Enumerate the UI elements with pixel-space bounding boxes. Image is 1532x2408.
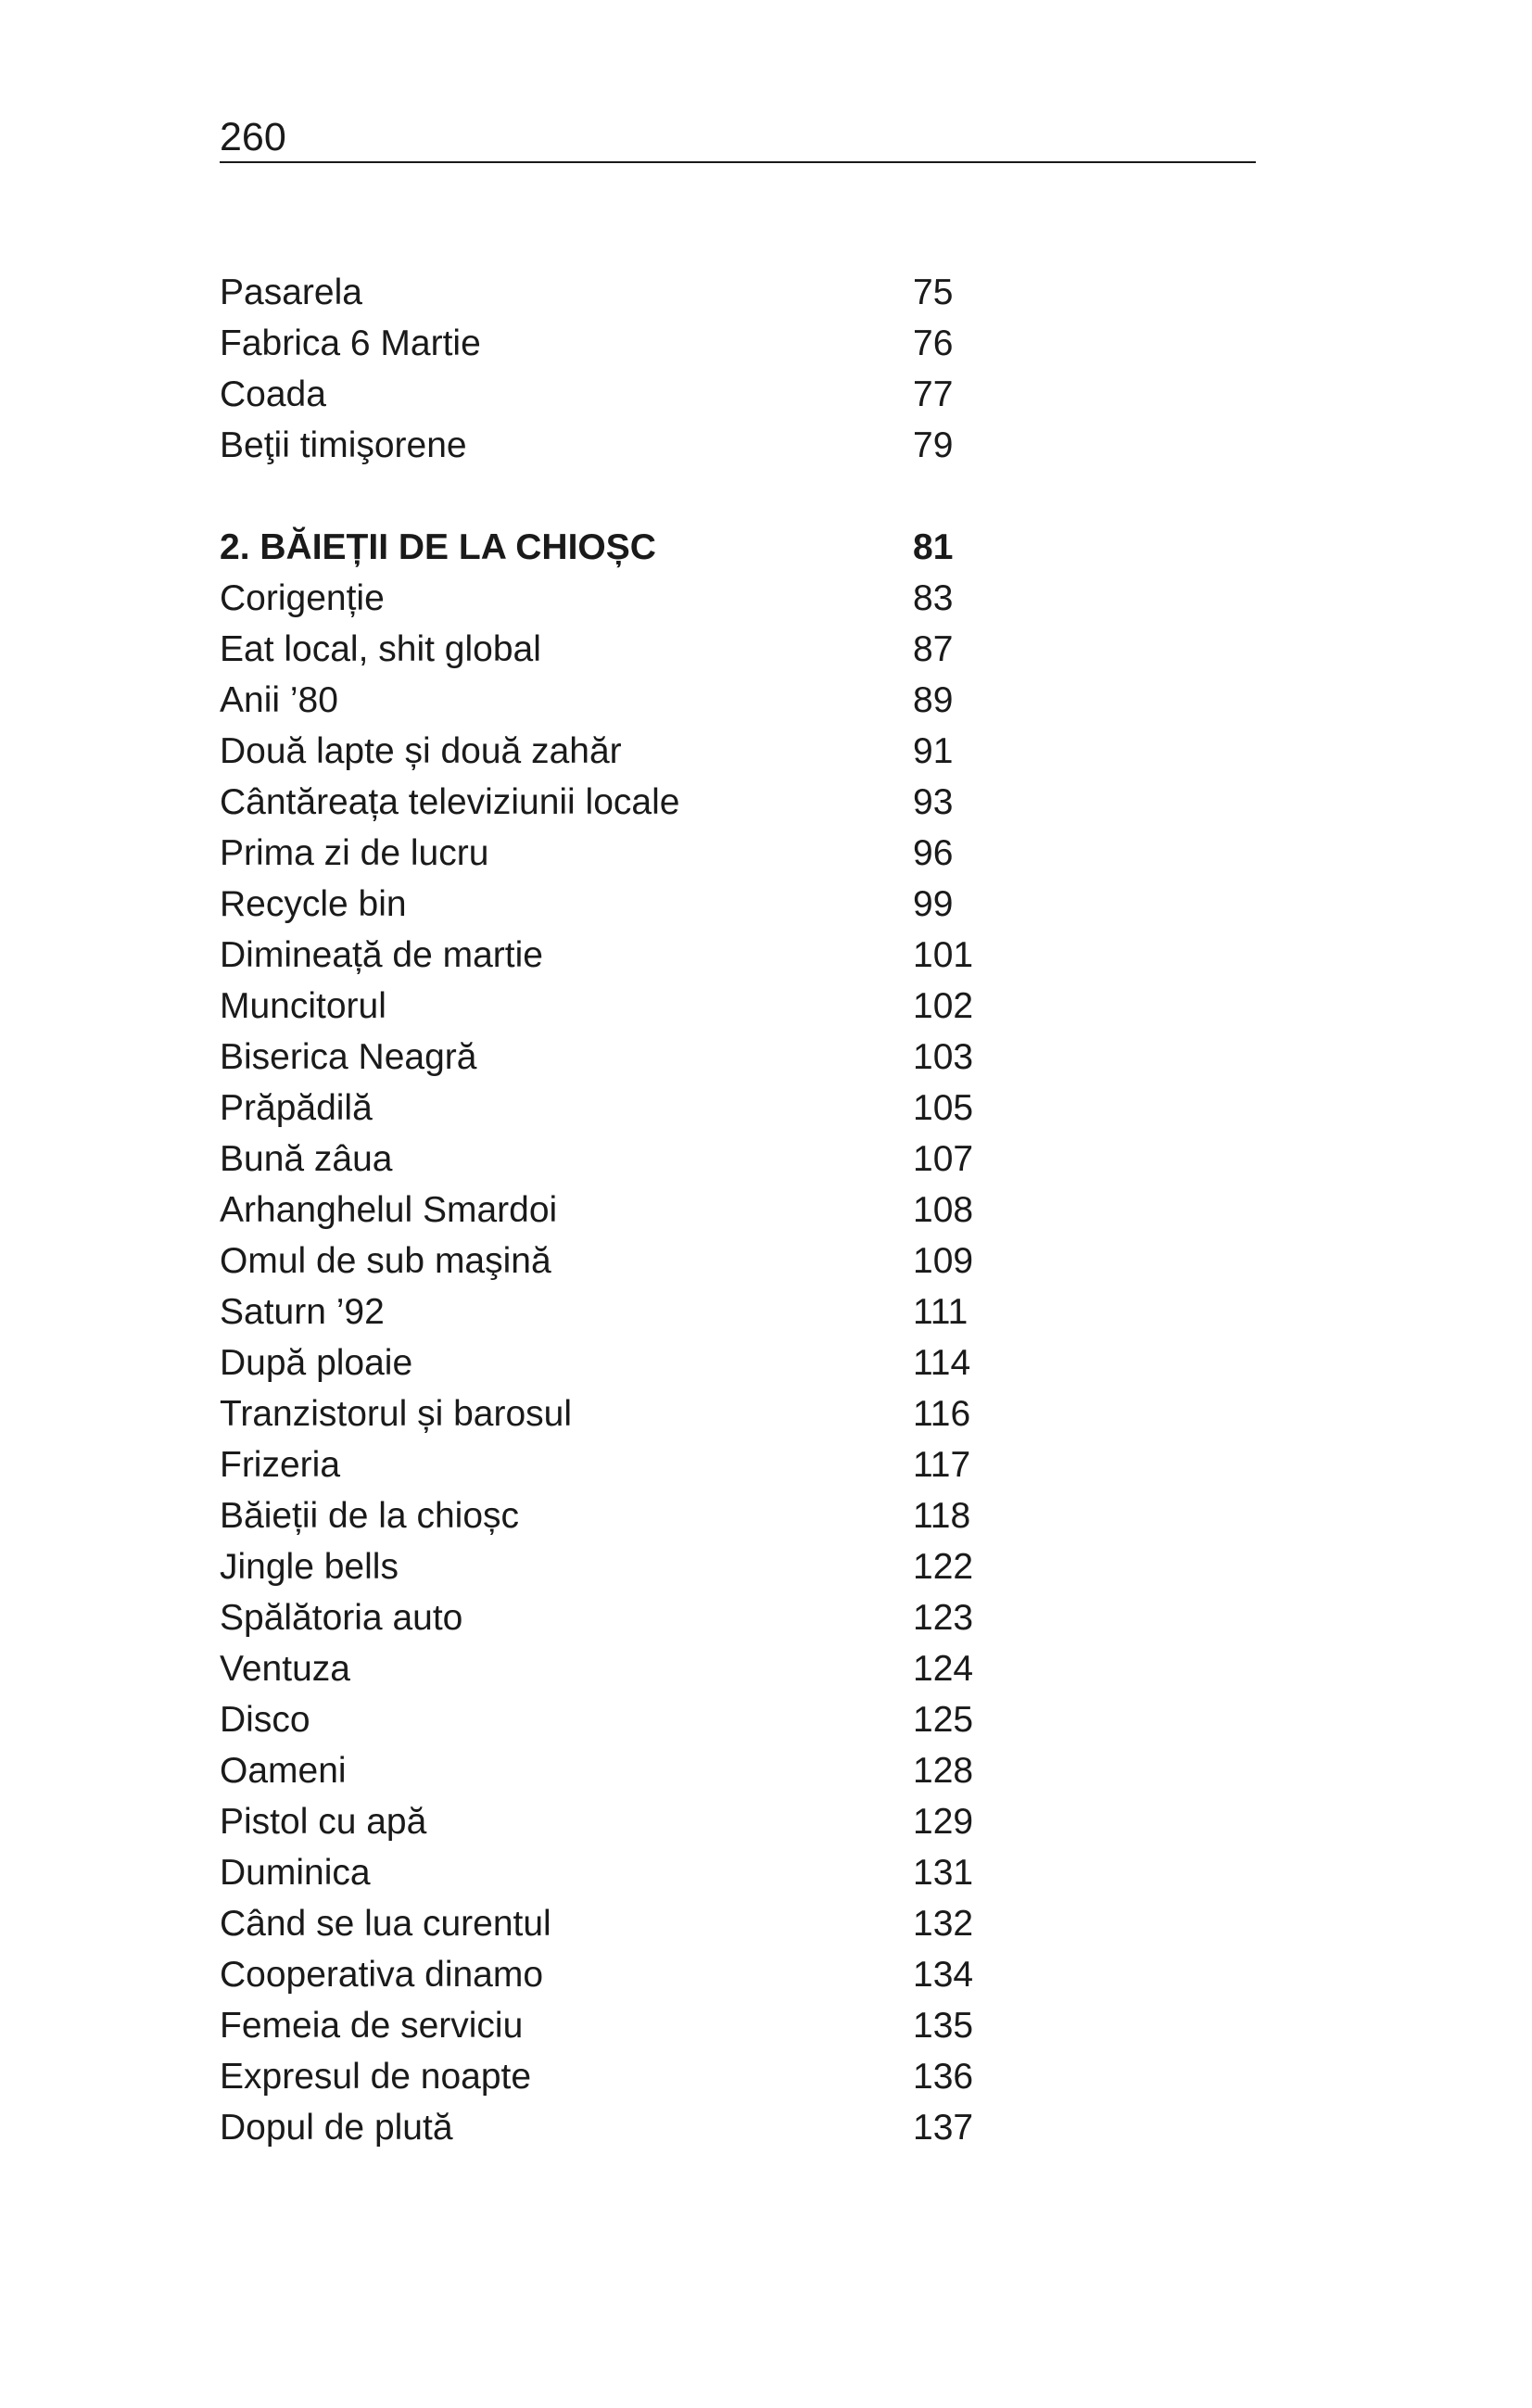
toc-entry	[220, 675, 1054, 726]
page-number: 260	[220, 115, 286, 159]
toc-entry-page: 131	[913, 1853, 974, 1893]
toc-entry	[220, 777, 1054, 828]
toc-entry-title: Cântăreața televiziunii locale	[220, 782, 680, 822]
toc-entry	[220, 1185, 1054, 1236]
toc-entry-page: 101	[913, 935, 974, 975]
toc-entry	[220, 1592, 1054, 1643]
toc-entry-title: Anii ’80	[220, 680, 338, 720]
toc-entry-page: 77	[913, 374, 954, 414]
toc-entry-title: Jingle bells	[220, 1547, 399, 1587]
toc-entry-page: 91	[913, 731, 954, 771]
page-header	[220, 109, 1256, 163]
toc-entry-page: 136	[913, 2057, 974, 2097]
toc-entry-page: 122	[913, 1547, 974, 1587]
toc-entry	[220, 930, 1054, 981]
toc-entry-title: Dopul de plută	[220, 2108, 453, 2148]
toc-entry-title: Dimineață de martie	[220, 935, 543, 975]
toc-entry	[220, 1898, 1054, 1949]
toc-entry-page: 96	[913, 833, 954, 873]
toc-entry-title: Expresul de noapte	[220, 2057, 532, 2097]
toc-entry-page: 107	[913, 1139, 974, 1179]
toc-entry-page: 108	[913, 1190, 974, 1230]
toc-entry	[220, 1236, 1054, 1286]
toc-entry	[220, 624, 1054, 675]
toc-entry-page: 81	[913, 527, 954, 567]
toc-entry	[220, 420, 1054, 471]
toc-entry-title: Prăpădilă	[220, 1088, 373, 1128]
toc-entry-title: Beţii timişorene	[220, 425, 467, 465]
toc-spacer	[220, 471, 1054, 522]
toc-entry-title: Spălătoria auto	[220, 1598, 463, 1638]
toc-entry-title: Două lapte și două zahăr	[220, 731, 622, 771]
toc-entry-title: Disco	[220, 1700, 310, 1740]
toc-entry-title: Ventuza	[220, 1649, 350, 1689]
toc-entry	[220, 369, 1054, 420]
toc-entry-page: 105	[913, 1088, 974, 1128]
table-of-contents	[220, 267, 1054, 2153]
toc-entry	[220, 1337, 1054, 1388]
toc-entry-title: Pasarela	[220, 272, 362, 312]
toc-entry	[220, 1286, 1054, 1337]
toc-entry-page: 79	[913, 425, 954, 465]
toc-entry	[220, 1032, 1054, 1083]
toc-entry	[220, 318, 1054, 369]
toc-entry-page: 76	[913, 323, 954, 363]
toc-entry-page: 117	[913, 1445, 971, 1485]
toc-entry	[220, 828, 1054, 879]
toc-entry-page: 134	[913, 1955, 974, 1995]
toc-entry-page: 132	[913, 1904, 974, 1944]
toc-entry-page: 111	[913, 1292, 969, 1332]
toc-entry	[220, 1847, 1054, 1898]
toc-entry-title: Muncitorul	[220, 986, 386, 1026]
toc-entry	[220, 1439, 1054, 1490]
toc-entry	[220, 1694, 1054, 1745]
toc-entry	[220, 981, 1054, 1032]
toc-entry-page: 135	[913, 2006, 974, 2046]
toc-entry	[220, 1745, 1054, 1796]
toc-entry-page: 124	[913, 1649, 974, 1689]
toc-entry-title: Biserica Neagră	[220, 1037, 477, 1077]
toc-entry-page: 83	[913, 578, 954, 618]
toc-entry-page: 123	[913, 1598, 974, 1638]
toc-entry-title: Fabrica 6 Martie	[220, 323, 481, 363]
toc-entry-title: Omul de sub maşină	[220, 1241, 551, 1281]
toc-entry-page: 89	[913, 680, 954, 720]
toc-entry-page: 125	[913, 1700, 974, 1740]
toc-entry-title: Pistol cu apă	[220, 1802, 427, 1842]
toc-entry-title: Tranzistorul și barosul	[220, 1394, 573, 1434]
toc-entry-title: Prima zi de lucru	[220, 833, 489, 873]
toc-entry-page: 128	[913, 1751, 974, 1791]
toc-entry-page: 118	[913, 1496, 971, 1536]
toc-entry	[220, 2051, 1054, 2102]
toc-entry	[220, 1134, 1054, 1185]
toc-entry-title: Femeia de serviciu	[220, 2006, 524, 2046]
toc-entry	[220, 1083, 1054, 1134]
toc-entry-title: Băieții de la chioșc	[220, 1496, 520, 1536]
toc-entry-title: Recycle bin	[220, 884, 407, 924]
toc-entry	[220, 267, 1054, 318]
toc-entry	[220, 573, 1054, 624]
toc-entry	[220, 1388, 1054, 1439]
toc-entry	[220, 1541, 1054, 1592]
toc-entry-title: Duminica	[220, 1853, 371, 1893]
toc-entry	[220, 2102, 1054, 2153]
toc-entry	[220, 1949, 1054, 2000]
toc-section-heading	[220, 522, 1054, 573]
toc-entry-page: 99	[913, 884, 954, 924]
toc-entry-page: 102	[913, 986, 974, 1026]
toc-entry-title: Cooperativa dinamo	[220, 1955, 544, 1995]
toc-entry-page: 109	[913, 1241, 974, 1281]
toc-entry	[220, 726, 1054, 777]
toc-entry-title: După ploaie	[220, 1343, 413, 1383]
toc-entry	[220, 879, 1054, 930]
toc-entry-title: Eat local, shit global	[220, 629, 541, 669]
toc-entry	[220, 1643, 1054, 1694]
toc-entry-title: Saturn ’92	[220, 1292, 385, 1332]
toc-entry-page: 129	[913, 1802, 974, 1842]
toc-entry-title: Oameni	[220, 1751, 347, 1791]
toc-entry-title: Corigenție	[220, 578, 385, 618]
toc-entry-title: Frizeria	[220, 1445, 341, 1485]
toc-entry	[220, 1796, 1054, 1847]
toc-entry	[220, 2000, 1054, 2051]
toc-entry-title: Arhanghelul Smardoi	[220, 1190, 558, 1230]
toc-entry-title: Când se lua curentul	[220, 1904, 551, 1944]
toc-entry	[220, 1490, 1054, 1541]
toc-entry-title: Bună zâua	[220, 1139, 393, 1179]
toc-entry-page: 137	[913, 2108, 974, 2148]
toc-entry-title: 2. BĂIEȚII DE LA CHIOȘC	[220, 527, 656, 567]
toc-entry-title: Coada	[220, 374, 326, 414]
toc-entry-page: 116	[913, 1394, 971, 1434]
toc-entry-page: 87	[913, 629, 954, 669]
toc-entry-page: 75	[913, 272, 954, 312]
toc-entry-page: 103	[913, 1037, 974, 1077]
toc-entry-page: 93	[913, 782, 954, 822]
toc-entry-page: 114	[913, 1343, 971, 1383]
